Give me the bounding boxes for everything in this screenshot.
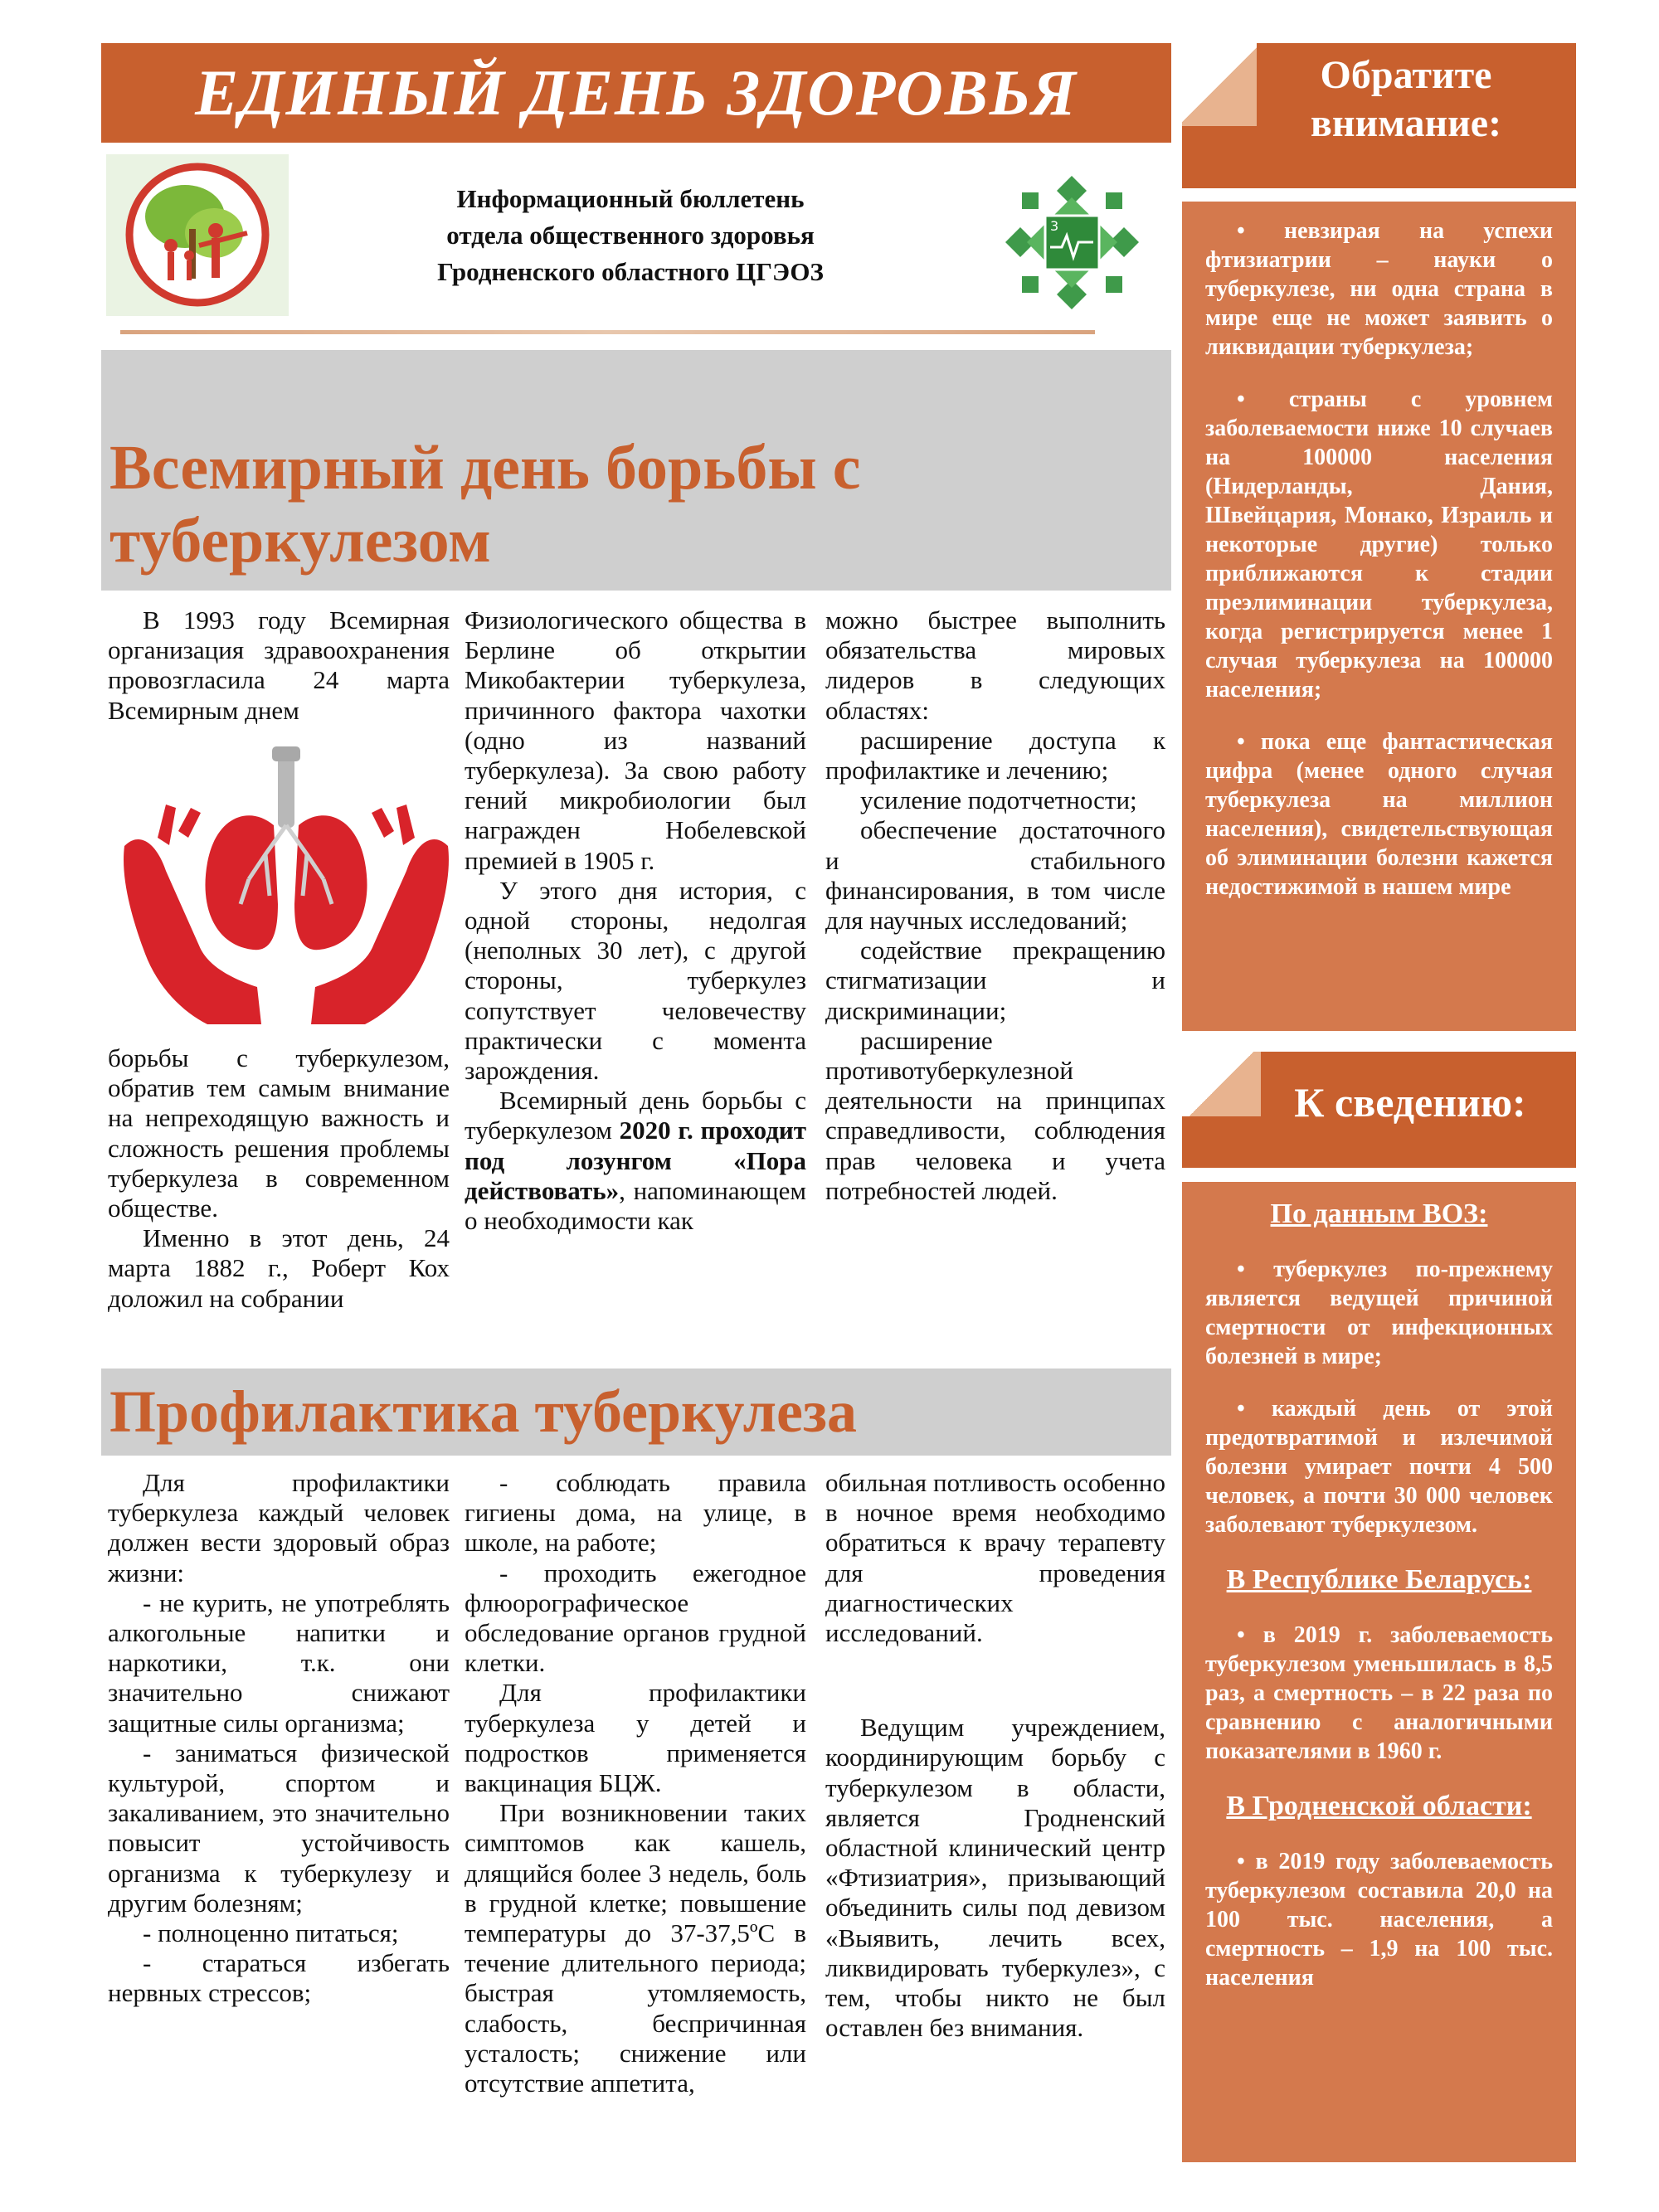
bulletin-line: отдела общественного здоровья xyxy=(446,221,815,250)
paragraph: У этого дня история, с одной стороны, недолгая (неполных 30 лет), с другой стороны, туберкулез сопутствует человечеству практически с момента зарождения. xyxy=(465,875,806,1086)
article1-col1-bottom xyxy=(108,1043,450,1314)
article2-col1 xyxy=(108,1468,450,2009)
sidebar2-corner-fold xyxy=(1182,1052,1261,1116)
sidebar2-item: • в 2019 г. заболеваемость туберкулезом уменьшилась в 8,5 раз, а смертность – в 22 раза по сравнению с аналогичными показателями в 1960 г. xyxy=(1205,1622,1553,1764)
text: невзирая на успехи фтизиатрии – науки о туберкулезе, ни одна страна в мире еще не может заявить о ликвидации туберкулеза; xyxy=(1205,218,1553,360)
lungs-hands-image xyxy=(108,738,465,1028)
paragraph: Физиологического общества в Берлине об открытии Микобактерии туберкулеза, причинного фактора чахотки (одно из названий туберкулеза). За свою работу гений микробиологии был награжден Нобелевской премией в 1905 г. xyxy=(465,605,806,875)
paragraph xyxy=(465,1086,806,1236)
text: в 2019 г. заболеваемость туберкулезом уменьшилась в 8,5 раз, а смертность – в 22 раза по сравнению с аналогичными показателями в 1960 г. xyxy=(1205,1622,1553,1764)
list-item: - стараться избегать нервных стрессов; xyxy=(108,1948,450,2008)
sidebar1-item: • страны с уровнем заболеваемости ниже 10 случаев на 100000 населения (Нидерланды, Дания, Швейцария, Монако, Израиль и некоторые другие) только приближаются к стадии преэлиминации туберкулеза, когда регистрируется менее 1 случая туберкулеза на 100000 населения; xyxy=(1205,386,1553,702)
title-banner xyxy=(101,43,1171,143)
sidebar2-title: К сведению: xyxy=(1294,1079,1526,1125)
text: страны с уровнем заболеваемости ниже 10 случаев на 100000 населения (Нидерланды, Дания, Швейцария, Монако, Израиль и некоторые другие) только приближаются к стадии преэлиминации туберкулеза, когда регистрируется менее 1 случая туберкулеза на 100000 населения; xyxy=(1205,386,1553,702)
paragraph: обильная потливость особенно в ночное время необходимо обратиться к врачу терапевту для проведения диагностических исследований. xyxy=(825,1468,1165,1648)
sidebar1-item: • невзирая на успехи фтизиатрии – науки о туберкулезе, ни одна страна в мире еще не может заявить о ликвидации туберкулеза; xyxy=(1205,218,1553,360)
list-item: расширение противотуберкулезной деятельности на принципах справедливости, соблюдения прав человека и учета потребностей людей. xyxy=(825,1025,1165,1205)
paragraph: Ведущим учреждением, координирующим борьбу с туберкулезом в области, является Гродненский областной клинический центр «Фтизиатрия», призывающий объединить силы под девизом «Выявить, лечить всех, ликвидировать туберкулез», с тем, чтобы никто не был оставлен без внимания. xyxy=(825,1713,1165,2043)
list-item: содействие прекращению стигматизации и дискриминации; xyxy=(825,936,1165,1025)
bulletin-line: Гродненского областного ЦГЭОЗ xyxy=(437,257,824,286)
bulletin-subtitle xyxy=(365,181,896,290)
text: каждый день от этой предотвратимой и излечимой болезни умирает почти 4 500 человек, а почти 30 000 человек заболевают туберкулезом. xyxy=(1205,1396,1554,1538)
bulletin-title: ЕДИНЫЙ ДЕНЬ ЗДОРОВЬЯ xyxy=(195,56,1078,129)
article1-col1-top xyxy=(108,605,450,726)
article2-col3 xyxy=(825,1468,1165,2043)
paragraph: Именно в этот день, 24 марта 1882 г., Роберт Кох доложил на собрании xyxy=(108,1223,450,1313)
svg-text:3: 3 xyxy=(1050,218,1059,234)
paragraph: борьбы с туберкулезом, обратив тем самым внимание на непреходящую важность и сложность решения проблемы туберкулеза в современном обществе. xyxy=(108,1043,450,1223)
green-ornament-logo xyxy=(1004,174,1141,311)
list-item: обеспечение достаточного и стабильного финансирования, в том числе для научных исследований; xyxy=(825,815,1165,936)
article1-col2 xyxy=(465,605,806,1236)
text: , напоминающем о необходимости как xyxy=(465,1175,806,1236)
list-item: - соблюдать правила гигиены дома, на улице, в школе, на работе; xyxy=(465,1468,806,1558)
text: пока еще фантастическая цифра (менее одного случая туберкулеза на миллион населения), свидетельствующая об элиминации болезни кажется недостижимой в нашем мире xyxy=(1205,729,1553,900)
article2-heading: Профилактика туберкулеза xyxy=(109,1378,857,1445)
belarus-heading: В Республике Беларусь: xyxy=(1226,1564,1532,1595)
article1-heading: Всемирный день борьбы с туберкулезом xyxy=(109,433,861,576)
slogan-bold: 2020 г. проходит под лозунгом «Пора действовать» xyxy=(465,1116,807,1205)
header-divider xyxy=(120,330,1095,334)
list-item: усиление подотчетности; xyxy=(860,785,1137,815)
list-item: - заниматься физической культурой, спортом и закаливанием, это значительно повысит устойчивость организма к туберкулезу и другим болезням; xyxy=(108,1738,450,1918)
sidebar2-item: • туберкулез по-прежнему является ведущей причиной смертности от инфекционных болезней в мире; xyxy=(1205,1257,1553,1369)
health-logo xyxy=(106,154,289,316)
text: Всемирный день борьбы с туберкулезом xyxy=(465,1086,806,1145)
list-item: - полноценно питаться; xyxy=(143,1918,399,1948)
paragraph: Для профилактики туберкулеза у детей и подростков применяется вакцинация БЦЖ. xyxy=(465,1678,806,1798)
list-item: - не курить, не употреблять алкогольные напитки и наркотики, т.к. они значительно снижают защитные силы организма; xyxy=(108,1587,450,1738)
article1-col3 xyxy=(825,605,1165,1206)
who-heading: По данным ВОЗ: xyxy=(1270,1198,1488,1229)
list-item: - проходить ежегодное флюорографическое обследование органов грудной клетки. xyxy=(465,1558,806,1678)
paragraph: можно быстрее выполнить обязательства мировых лидеров в следующих областях: xyxy=(825,605,1165,725)
sidebar1-item: • пока еще фантастическая цифра (менее одного случая туберкулеза на миллион населения), свидетельствующая об элиминации болезни кажется недостижимой в нашем мире xyxy=(1205,729,1553,900)
text: туберкулез по-прежнему является ведущей причиной смертности от инфекционных болезней в мире; xyxy=(1205,1257,1553,1369)
text: в 2019 году заболеваемость туберкулезом составила 20,0 на 100 тыс. населения, а смертность – 1,9 на 100 тыс. населения xyxy=(1205,1849,1553,1991)
article2-col2 xyxy=(465,1468,806,2098)
paragraph: При возникновении таких симптомов как кашель, длящийся более 3 недель, боль в грудной клетке; повышение температуры до 37-37,5ºС в течение длительного периода; быстрая утомляемость, слабость, беспричинная усталость; снижение или отсутствие аппетита, xyxy=(465,1798,806,2098)
list-item: расширение доступа к профилактике и лечению; xyxy=(825,725,1165,785)
paragraph: Для профилактики туберкулеза каждый человек должен вести здоровый образ жизни: xyxy=(108,1468,450,1587)
sidebar2-item: • каждый день от этой предотвратимой и излечимой болезни умирает почти 4 500 человек, а почти 30 000 человек заболевают туберкулезом. xyxy=(1205,1396,1554,1538)
grodno-heading: В Гродненской области: xyxy=(1226,1791,1532,1821)
sidebar1-box xyxy=(1182,202,1576,1031)
sidebar1-title: Обратите внимание: xyxy=(1310,53,1502,145)
bulletin-line: Информационный бюллетень xyxy=(456,184,805,213)
sidebar2-item: • в 2019 году заболеваемость туберкулезом составила 20,0 на 100 тыс. населения, а смертность – 1,9 на 100 тыс. населения xyxy=(1205,1849,1553,1991)
paragraph: В 1993 году Всемирная организация здравоохранения провозгласила 24 марта Всемирным днем xyxy=(108,605,450,725)
sidebar2-box xyxy=(1182,1182,1576,2162)
